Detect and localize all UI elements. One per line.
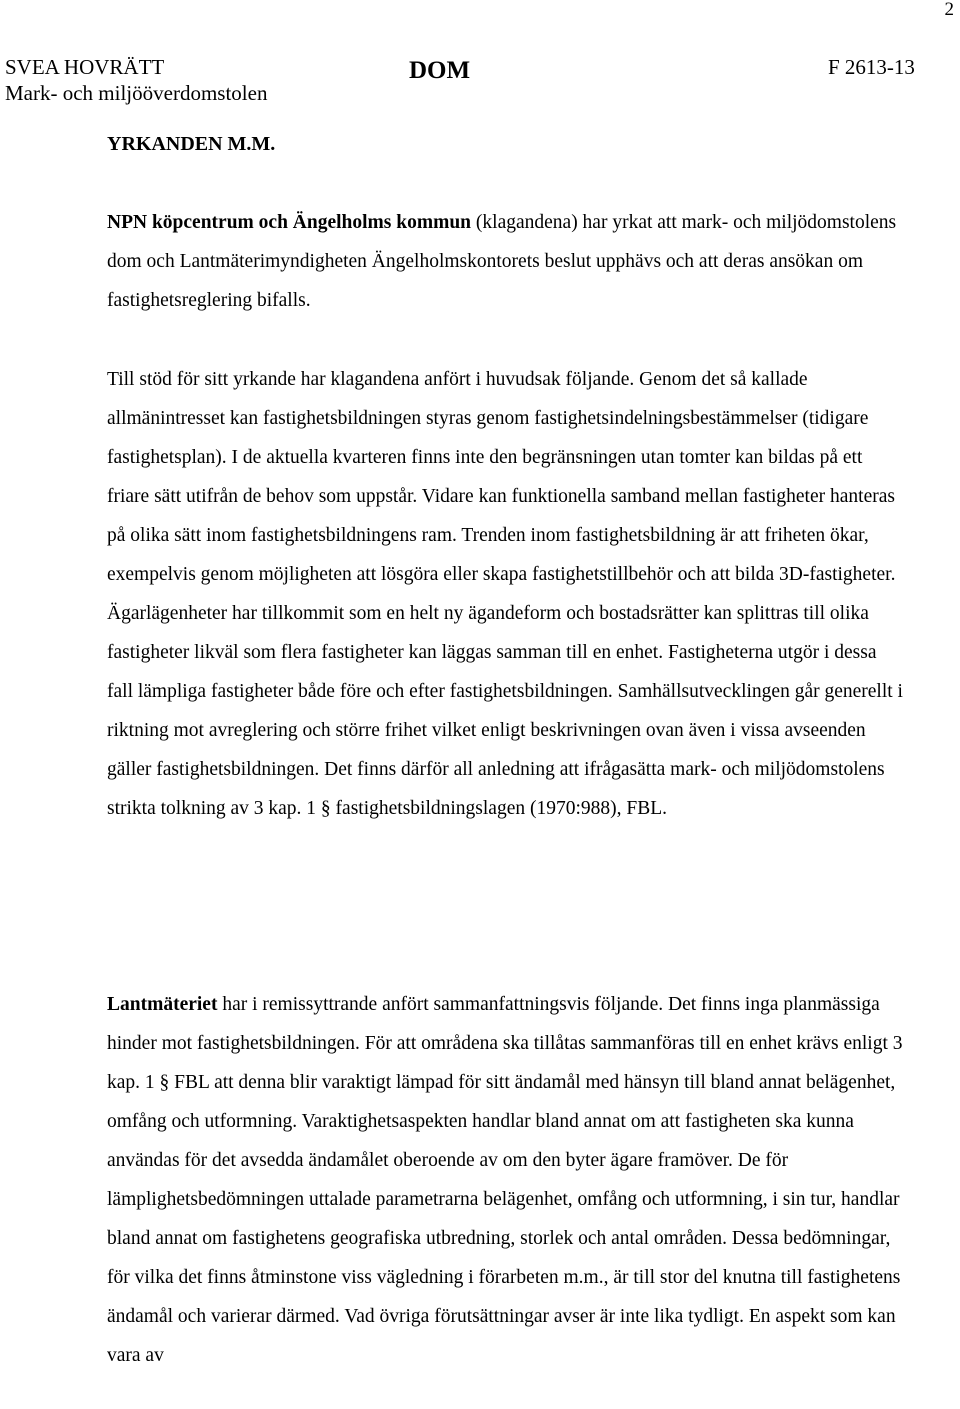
- paragraph-lantmateriet: [107, 985, 907, 1375]
- page-number: 2: [944, 0, 954, 20]
- paragraph-grounds-text: Till stöd för sitt yrkande har klagandena anfört i huvudsak följande. Genom det så kallade allmänintresset kan fastighetsbildningen styras genom fastighetsindelningsbestämmelser (tidigare fastighetsplan). I de aktuella kvarteren finns inte den begränsningen utan tomter kan bildas på ett friare sätt utifrån de behov som uppstår. Vidare kan funktionella samband mellan fastigheter hanteras på olika sätt inom fastighetsbildningens ram. Trenden inom fastighetsbildning är att friheten ökar, exempelvis genom möjligheten att lösgöra eller skapa fastighetstillbehör och att bilda 3D-fastigheter. Ägarlägenheter har tillkommit som en helt ny ägandeform och bostadsrätter kan splittras till olika fastigheter likväl som flera fastigheter kan läggas samman till en enhet. Fastigheterna utgör i dessa fall lämpliga fastigheter både före och efter fastighetsbildningen. Samhällsutvecklingen går generellt i riktning mot avreglering och större frihet vilket enligt beskrivningen ovan även i vissa avseenden gäller fastighetsbildningen. Det finns därför all anledning att ifrågasätta mark- och miljödomstolens strikta tolkning av 3 kap. 1 § fastighetsbildningslagen (1970:988), FBL.: [107, 369, 903, 819]
- court-name: [5, 54, 267, 106]
- paragraph-claim-lead: NPN köpcentrum och Ängelholms kommun: [107, 212, 472, 233]
- court-name-line2: Mark- och miljööverdomstolen: [5, 81, 268, 105]
- paragraph-claim: [107, 203, 907, 320]
- paragraph-claim-text: (klagandena) har yrkat att mark- och miljödomstolens dom och Lantmäterimyndigheten Ängelholmskontorets beslut upphävs och att deras ansökan om fastighetsreglering bifalls.: [107, 212, 897, 311]
- document-header: [0, 54, 960, 106]
- paragraph-grounds: [107, 360, 907, 828]
- court-name-line1: SVEA HOVRÄTT: [5, 55, 165, 79]
- document-type: DOM: [409, 57, 471, 84]
- paragraph-lantmateriet-text: har i remissyttrande anfört sammanfattningsvis följande. Det finns inga planmässiga hinder mot fastighetsbildningen. För att områdena ska tillåtas sammanföras till en enhet krävs enligt 3 kap. 1 § FBL att denna blir varaktigt lämpad för sitt ändamål med hänsyn till bland annat belägenhet, omfång och utformning. Varaktighetsaspekten handlar bland annat om att fastigheten ska kunna användas för det avsedda ändamålet oberoende av om den byter ägare framöver. De för lämplighetsbedömningen uttalade parametrarna belägenhet, omfång och utformning, i sin tur, handlar bland annat om fastighetens geografiska utbredning, storlek och antal områden. Dessa bedömningar, för vilka det finns åtminstone viss vägledning i förarbeten m.m., är till stor del knutna till fastighetens ändamål och varierar därmed. Vad övriga förutsättningar avser är inte lika tydligt. En aspekt som kan vara av: [107, 994, 903, 1366]
- paragraph-lantmateriet-lead: Lantmäteriet: [107, 994, 218, 1015]
- case-number: F 2613-13: [828, 55, 915, 79]
- section-heading: YRKANDEN M.M.: [107, 133, 276, 155]
